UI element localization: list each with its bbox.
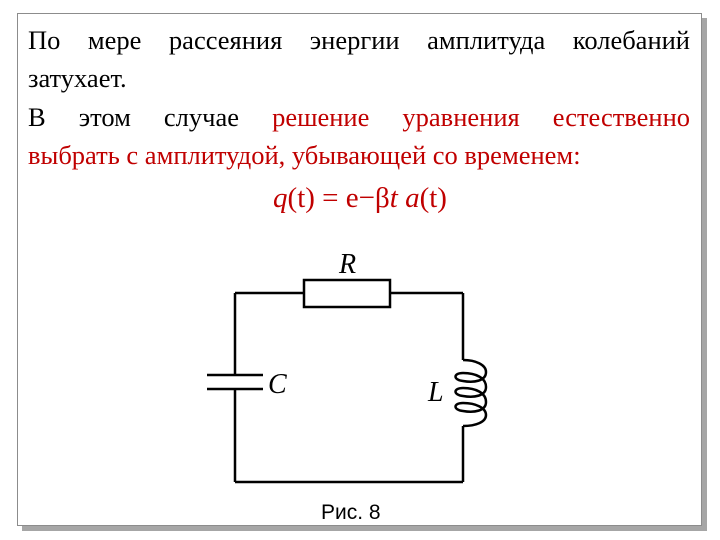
resistor <box>304 280 390 307</box>
formula-a: a <box>397 182 420 214</box>
capacitor-label: C <box>268 369 287 400</box>
formula-q: q <box>273 182 288 214</box>
formula-arg: (t) <box>287 182 315 214</box>
formula-t: t <box>389 182 398 214</box>
highlighted-text-line: выбрать с амплитудой, убывающей со временем: <box>28 140 581 170</box>
figure-caption: Рис. 8 <box>321 501 381 524</box>
text-line: затухает. <box>28 63 127 93</box>
highlighted-text: решение уравнения <box>272 102 520 132</box>
inductor-label: L <box>428 377 444 408</box>
text-fragment: В этом случае <box>28 102 239 132</box>
resistor-label: R <box>339 249 357 280</box>
highlighted-text: естественно <box>552 102 691 132</box>
text-line: По мере рассеяния энергии амплитуда колебаний <box>28 25 690 55</box>
formula-arg: (t) <box>419 182 447 214</box>
formula-exponential: e−β <box>345 182 390 214</box>
formula-equals: = <box>314 182 346 214</box>
inductor-coil <box>456 360 487 426</box>
